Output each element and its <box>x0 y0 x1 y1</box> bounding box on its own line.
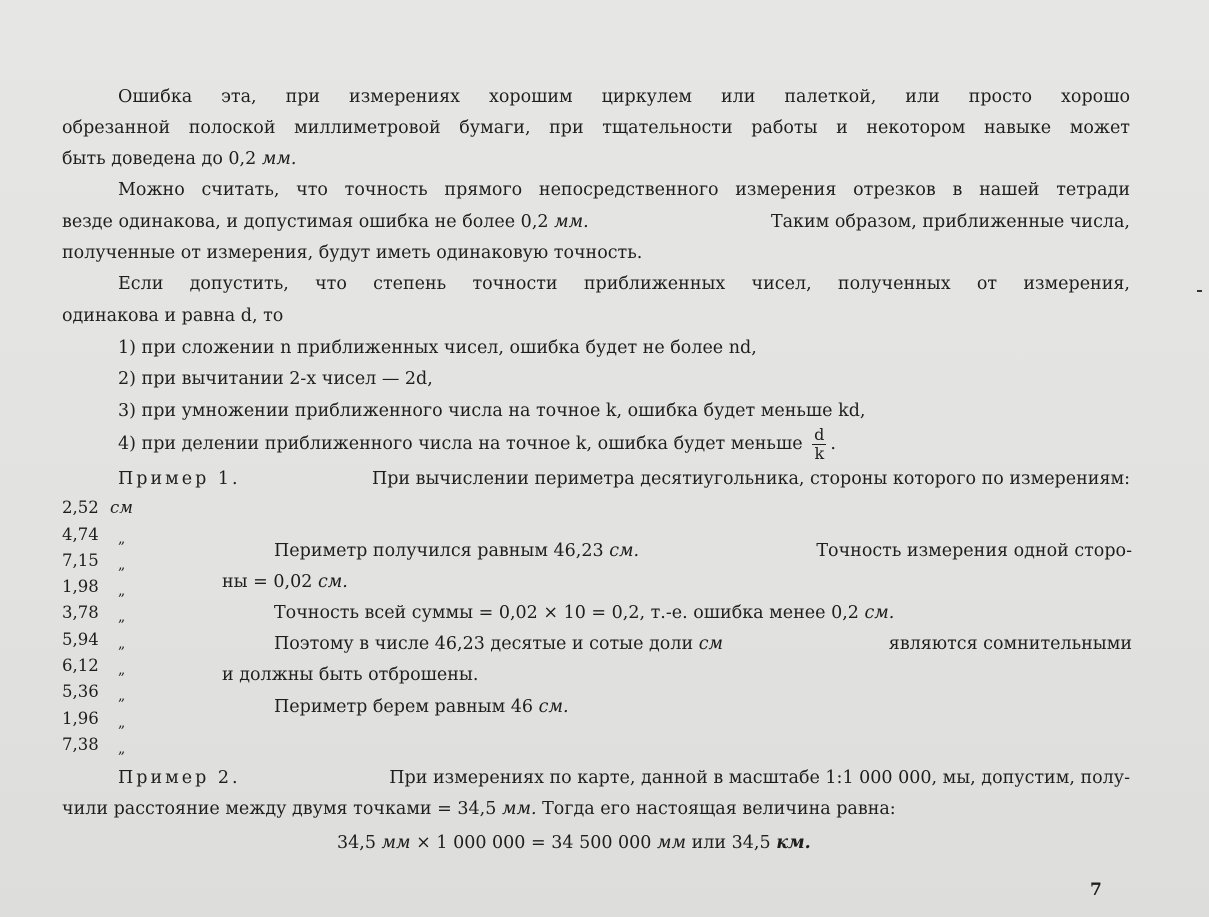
example1-side-accuracy: ны = 0,02 <box>222 572 313 592</box>
side-value-7: 6,12 <box>62 656 99 675</box>
ditto-mark-3: „ <box>118 557 126 573</box>
p3-line-1: Если допустить, что степень точности приближенных чисел, полученных от измерения, <box>118 274 1130 294</box>
side-value-10: 7,38 <box>62 735 99 754</box>
side-value-4: 1,98 <box>62 577 99 596</box>
ditto-mark-5: „ <box>118 609 126 625</box>
side-value-1-unit: см <box>110 498 133 517</box>
example1-therefore: Поэтому в числе 46,23 десятые и сотые доли <box>274 634 694 654</box>
example1-text-4 <box>274 633 1132 655</box>
example1-text-2 <box>222 571 348 593</box>
example1-unit-5: см. <box>538 697 569 717</box>
p3-line-2: одинакова и равна d, то <box>62 306 284 326</box>
example1-unit-4: см <box>698 634 724 654</box>
formula-value: 34,5 <box>337 833 376 853</box>
example1-text-1-start <box>274 540 639 562</box>
rule-4 <box>118 424 836 464</box>
example1-text-5: и должны быть отброшены. <box>222 665 479 685</box>
example2-line-2-end: Тогда его настоящая величина равна: <box>542 799 896 819</box>
p1-line-1: Ошибка эта, при измерениях хорошим циркулем или палеткой, или просто хорошо <box>118 87 1130 107</box>
example1-text-6 <box>274 696 569 718</box>
side-value-8: 5,36 <box>62 682 99 701</box>
side-value-6: 5,94 <box>62 630 99 649</box>
example1-result: Периметр берем равным 46 <box>274 697 534 717</box>
fraction-numerator: d <box>814 425 825 444</box>
side-value-2: 4,74 <box>62 525 99 544</box>
example1-heading <box>118 468 1130 490</box>
ditto-mark-8: „ <box>118 688 126 704</box>
rule-4-text: 4) при делении приближенного числа на точное k, ошибка будет меньше <box>118 434 803 454</box>
example2-line-2-text: чили расстояние между двумя точками = 34,5 <box>62 799 497 819</box>
side-value-5: 3,78 <box>62 603 99 622</box>
p2-line-2-text: везде одинакова, и допустимая ошибка не более 0,2 <box>62 212 549 232</box>
fraction-d-over-k <box>812 426 826 463</box>
example1-unit-3: см. <box>864 603 895 623</box>
ditto-mark-9: „ <box>118 715 126 731</box>
p1-line-2: обрезанной полоской миллиметровой бумаги, при тщательности работы и некотором навыке может <box>62 118 1130 138</box>
p2-line-2 <box>62 211 1130 233</box>
example1-intro: При вычислении периметра десятиугольника, стороны которого по измерениям: <box>371 469 1130 489</box>
ditto-mark-10: „ <box>118 741 126 757</box>
rule-2: 2) при вычитании 2-х чисел — 2d, <box>118 369 433 389</box>
ditto-mark-2: „ <box>118 531 126 547</box>
ditto-mark-7: „ <box>118 662 126 678</box>
example1-text-4-start <box>274 633 723 655</box>
example2-line-2-unit: мм. <box>501 799 537 819</box>
p2-line-2-end: Таким образом, приближенные числа, <box>770 212 1130 232</box>
example1-doubtful: являются сомнительными <box>888 634 1132 654</box>
p2-unit: мм. <box>554 212 589 232</box>
p1-line-3-text: быть доведена до 0,2 <box>62 149 257 169</box>
p1-line-3 <box>62 148 296 170</box>
formula-unit-2: мм <box>657 833 687 853</box>
page-number: 7 <box>1090 880 1102 900</box>
side-value-3: 7,15 <box>62 551 99 570</box>
side-value-1 <box>62 497 133 519</box>
p2-line-1: Можно считать, что точность прямого непосредственного измерения отрезков в нашей тетради <box>118 180 1130 200</box>
example2-heading <box>118 767 1130 789</box>
formula-unit-3: км. <box>776 833 811 853</box>
example1-unit-2: см. <box>317 572 348 592</box>
formula-or: или 34,5 <box>691 833 771 853</box>
ditto-mark-6: „ <box>118 636 126 652</box>
margin-mark <box>1197 290 1202 292</box>
fraction-after: . <box>830 434 836 454</box>
example2-formula <box>337 832 811 854</box>
rule-1: 1) при сложении n приближенных чисел, ошибка будет не более nd, <box>118 338 757 358</box>
fraction-denominator: k <box>814 444 825 463</box>
example1-text-3 <box>274 602 894 624</box>
example1-text-1 <box>274 540 1132 562</box>
formula-unit-1: мм <box>381 833 411 853</box>
ditto-mark-4: „ <box>118 583 126 599</box>
p2-line-3: полученные от измерения, будут иметь одинаковую точность. <box>62 243 643 263</box>
example2-line-2 <box>62 798 896 820</box>
p2-line-2-start <box>62 211 589 233</box>
example2-label: Пример 2. <box>118 768 241 788</box>
side-value-1-number: 2,52 <box>62 498 99 517</box>
example1-unit-1: см. <box>609 541 640 561</box>
side-value-9: 1,96 <box>62 709 99 728</box>
example1-perimeter: Периметр получился равным 46,23 <box>274 541 604 561</box>
p1-unit: мм. <box>261 149 297 169</box>
example1-sum-accuracy: Точность всей суммы = 0,02 × 10 = 0,2, т.-е. ошибка менее 0,2 <box>274 603 859 623</box>
example2-line-1: При измерениях по карте, данной в масштабе 1:1 000 000, мы, допустим, полу- <box>389 768 1130 788</box>
example1-label: Пример 1. <box>118 469 241 489</box>
example1-accuracy: Точность измерения одной сторо- <box>816 541 1132 561</box>
formula-product: × 1 000 000 = 34 500 000 <box>416 833 652 853</box>
rule-3: 3) при умножении приближенного числа на точное k, ошибка будет меньше kd, <box>118 401 866 421</box>
